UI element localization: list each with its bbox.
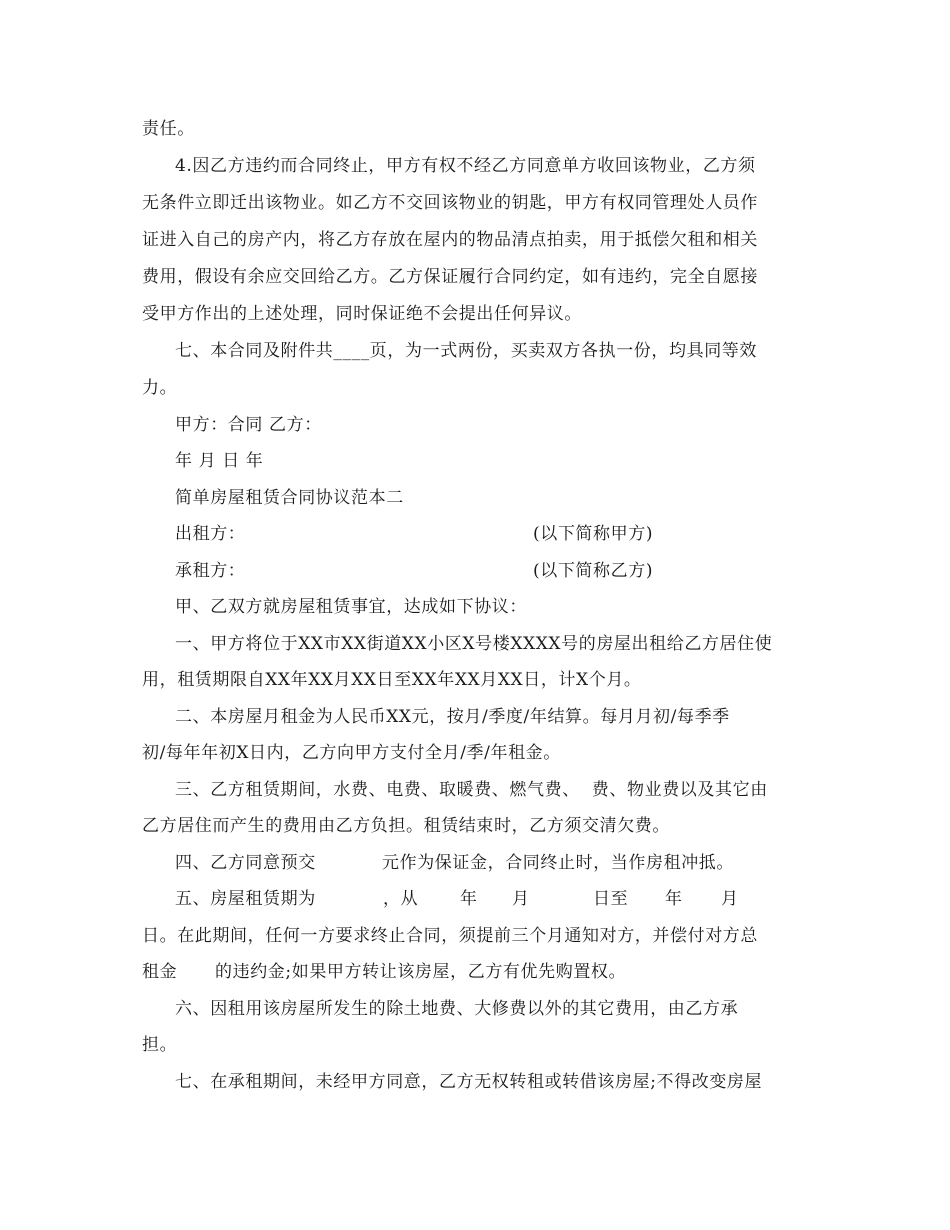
text-line: 日。在此期间，任何一方要求终止合同，须提前三个月通知对方，并偿付对方总 <box>142 926 758 946</box>
deposit-text: 四、乙方同意预交 <box>175 853 316 873</box>
term-text: 年 <box>460 889 478 909</box>
term-text: 月 <box>721 889 739 909</box>
signature-line: 甲方：合同 乙方： <box>175 415 322 435</box>
lessor-label: 出租方： <box>175 524 246 544</box>
text-line: 责任。 <box>142 119 195 139</box>
text-line: 六、因租用该房屋所发生的除土地费、大修费以外的其它费用，由乙方承 <box>175 999 739 1019</box>
text-line: 三、乙方租赁期间，水费、电费、取暖费、燃气费、 费、物业费以及其它由 <box>175 780 768 800</box>
term-text: 日至 <box>593 889 629 909</box>
text-line: 无条件立即迁出该物业。如乙方不交回该物业的钥匙，甲方有权同管理处人员作 <box>142 193 758 213</box>
penalty-text: 租金 <box>142 962 178 982</box>
text-line: 4.因乙方违约而合同终止，甲方有权不经乙方同意单方收回该物业，乙方须 <box>175 156 756 176</box>
text-line: 甲、乙双方就房屋租赁事宜，达成如下协议： <box>175 597 527 617</box>
section-title: 简单房屋租赁合同协议范本二 <box>175 488 404 508</box>
term-text: 五、房屋租赁期为 <box>175 889 316 909</box>
text-line: 费用，假设有余应交回给乙方。乙方保证履行合同约定，如有违约，完全自愿接 <box>142 267 758 287</box>
text-line: 乙方居住而产生的费用由乙方负担。租赁结束时，乙方须交清欠费。 <box>142 816 670 836</box>
term-text: ，从 <box>383 889 419 909</box>
term-text: 月 <box>512 889 530 909</box>
deposit-text: 元作为保证金，合同终止时，当作房租冲抵。 <box>382 853 734 873</box>
text-line: 担。 <box>142 1035 178 1055</box>
lessee-note: (以下简称乙方) <box>533 561 654 581</box>
text-line: 二、本房屋月租金为人民币XX元，按月/季度/年结算。每月月初/每季季 <box>175 707 730 727</box>
lessor-note: (以下简称甲方) <box>533 524 654 544</box>
text-line: 用，租赁期限自XX年XX月XX日至XX年XX月XX日，计X个月。 <box>142 670 642 690</box>
term-text: 年 <box>665 889 683 909</box>
text-line: 七、本合同及附件共____页，为一式两份，买卖双方各执一份，均具同等效 <box>175 341 757 361</box>
text-line: 七、在承租期间，未经甲方同意，乙方无权转租或转借该房屋;不得改变房屋 <box>175 1072 763 1092</box>
text-line: 一、甲方将位于XX市XX街道XX小区X号楼XXXX号的房屋出租给乙方居住使 <box>175 634 773 654</box>
date-line: 年 月 日 年 <box>175 451 264 471</box>
penalty-text: 的违约金;如果甲方转让该房屋，乙方有优先购置权。 <box>215 962 627 982</box>
lessee-label: 承租方： <box>175 561 246 581</box>
text-line: 初/每年年初X日内，乙方向甲方支付全月/季/年租金。 <box>142 743 561 763</box>
text-line: 受甲方作出的上述处理，同时保证绝不会提出任何异议。 <box>142 304 582 324</box>
text-line: 力。 <box>142 378 178 398</box>
text-line: 证进入自己的房产内，将乙方存放在屋内的物品清点拍卖，用于抵偿欠租和相关 <box>142 230 758 250</box>
